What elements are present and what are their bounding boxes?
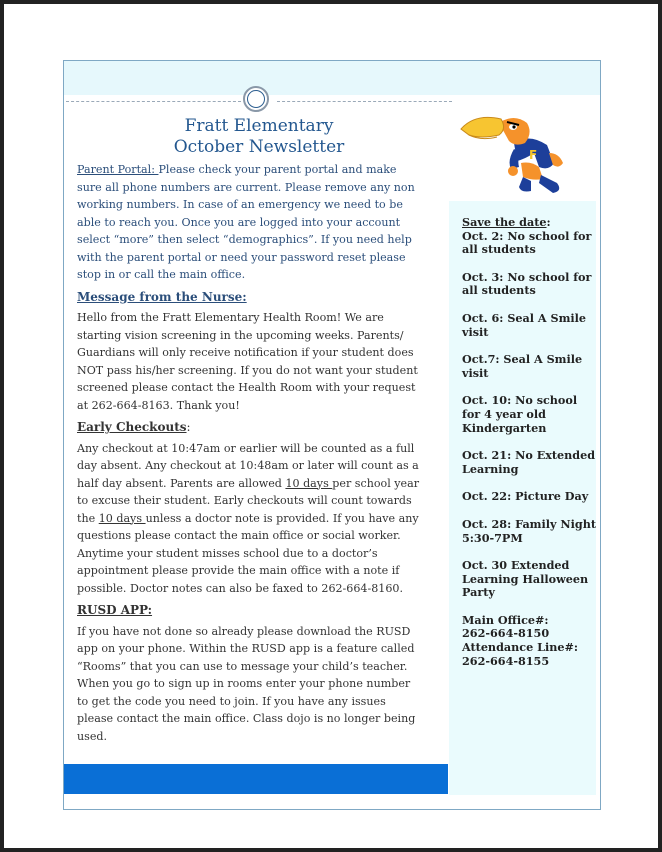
checkout-text-c: unless a doctor note is provided. If you have any questions please contact the main office or social worker. Anytime your student misses school due to a doctor’s appointment please provide the main office with a note if possible. Doctor notes can also be faxed to 262-664-8160. bbox=[77, 511, 419, 595]
early-checkouts-heading-row bbox=[77, 419, 422, 437]
save-colon: : bbox=[546, 215, 551, 229]
jayhawk-mascot-icon bbox=[459, 103, 574, 198]
footer-blue-bar bbox=[64, 764, 448, 794]
heading-colon: : bbox=[186, 420, 191, 434]
early-checkouts-text bbox=[77, 440, 422, 598]
top-band bbox=[64, 61, 600, 95]
newsletter-title: October Newsletter bbox=[173, 137, 345, 157]
nurse-heading: Message from the Nurse: bbox=[77, 289, 247, 304]
rusd-app-heading: RUSD APP: bbox=[77, 603, 153, 617]
save-the-date-list bbox=[462, 216, 598, 668]
event-item: Oct. 28: Family Night 5:30-7PM bbox=[462, 516, 597, 545]
school-name: Fratt Elementary bbox=[184, 116, 334, 136]
ten-days-a: 10 days bbox=[285, 476, 333, 490]
main-office-label: Main Office#: bbox=[462, 612, 549, 627]
divider-right bbox=[277, 101, 452, 102]
event-item: Oct.7: Seal A Smile visit bbox=[462, 352, 583, 380]
rusd-app-text: If you have not done so already please download the RUSD app on your phone. Within the RUSD app is a feature called “Rooms” that you can use to message your child’s teacher. When you go to sign up in rooms enter your phone number to get the code you need to join. If you have any issues please contact the main office. Class dojo is no longer being used. bbox=[77, 624, 416, 743]
save-the-date-heading bbox=[462, 216, 598, 230]
parent-portal-section bbox=[77, 161, 422, 284]
event-item: Oct. 10: No school for 4 year old Kindergarten bbox=[462, 393, 578, 435]
event-item: Oct. 21: No Extended Learning bbox=[462, 448, 596, 476]
ten-days-b: 10 days bbox=[98, 511, 146, 525]
event-item: Oct. 30 Extended Learning Halloween Party bbox=[462, 558, 589, 600]
event-item: Oct. 22: Picture Day bbox=[462, 489, 589, 504]
event-item: Oct. 2: No school for all students bbox=[462, 228, 592, 257]
early-checkouts-heading: Early Checkouts bbox=[77, 420, 187, 434]
divider-left bbox=[66, 101, 241, 102]
svg-text:F: F bbox=[529, 148, 538, 162]
event-item: Oct. 3: No school for all students bbox=[462, 269, 592, 298]
attendance-label: Attendance Line#: bbox=[462, 640, 578, 655]
attendance-phone: 262-664-8155 bbox=[462, 653, 550, 668]
main-column bbox=[77, 161, 422, 745]
checkout-text-a: Any checkout at 10:47am or earlier will be counted as a full day absent. Any checkout at 10:48am or later will count as a half day absent. Parents are allowed bbox=[77, 441, 419, 490]
nurse-text: Hello from the Fratt Elementary Health Room! We are starting vision screening in the upcoming weeks. Parents/ Guardians will only receive notification if your student does NOT pass his/her screening. If you do not want your student screened please contact the Health Room with your request at 262-664-8163. Thank you! bbox=[77, 311, 418, 412]
ring-ornament-icon bbox=[243, 86, 269, 112]
newsletter-frame bbox=[63, 60, 601, 810]
parent-portal-text: Please check your parent portal and make sure all phone numbers are current. Please remove any non working numbers. In case of an emergency we need to be able to reach you. Once you are logged into your account select “more” then select “demographics”. If you need help with the parent portal or need your password reset please stop in or call the main office. bbox=[77, 163, 415, 281]
newsletter-page bbox=[4, 4, 658, 848]
save-the-date-label: Save the date bbox=[462, 215, 547, 229]
event-item: Oct. 6: Seal A Smile visit bbox=[462, 310, 587, 339]
checkout-text-b: per school year to excuse their student. Early checkouts will count towards the bbox=[77, 476, 420, 525]
main-office-phone: 262-664-8150 bbox=[462, 626, 550, 641]
parent-portal-label: Parent Portal: bbox=[77, 163, 159, 176]
